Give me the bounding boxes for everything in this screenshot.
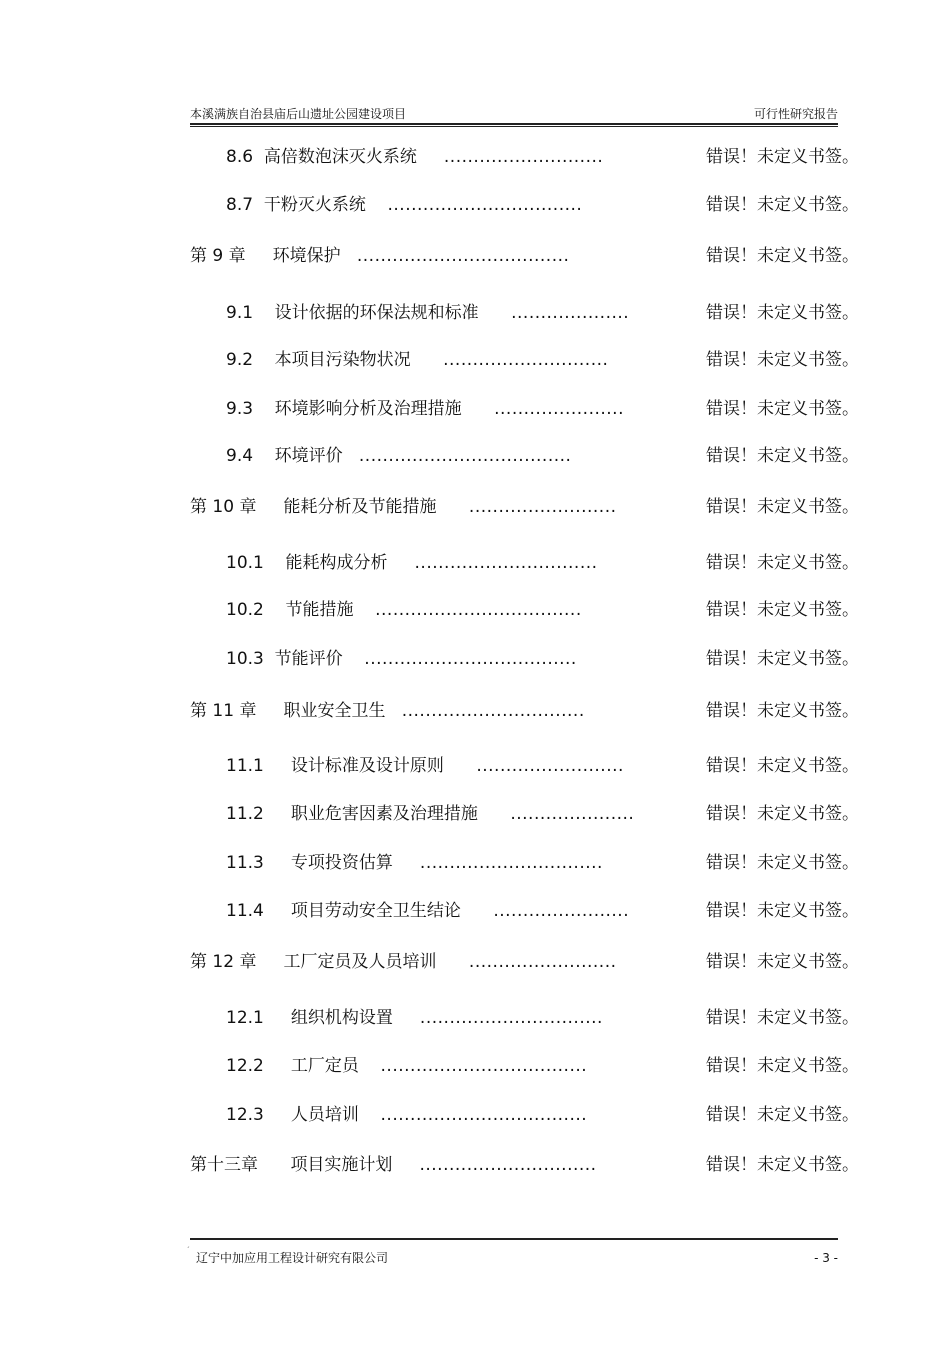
toc-entry[interactable] <box>226 647 577 671</box>
toc-entry[interactable] <box>226 754 624 778</box>
toc-page-ref: 错误！未定义书签。 <box>706 446 859 466</box>
toc-chapter-entry[interactable] <box>190 699 585 723</box>
toc-chapter-entry[interactable] <box>190 244 569 268</box>
toc-leader-dots: ........................... <box>443 147 604 167</box>
toc-title: 环境评价 <box>274 446 343 466</box>
toc-title: 组织机构设置 <box>290 1008 393 1028</box>
toc-title: 能耗构成分析 <box>285 553 388 573</box>
toc-number: 11.1 <box>226 756 264 776</box>
toc-page-ref: 错误！未定义书签。 <box>706 147 859 167</box>
toc-entry[interactable] <box>226 444 571 468</box>
toc-leader-dots: ................................... <box>375 600 582 620</box>
toc-number: 10.3 <box>226 649 264 669</box>
toc-entry[interactable] <box>226 598 582 622</box>
toc-page-ref: 错误！未定义书签。 <box>706 1008 859 1028</box>
header-project-title: 本溪满族自治县庙后山遗址公园建设项目 <box>190 107 407 121</box>
toc-number: 8.7 <box>226 195 254 215</box>
toc-title: 能耗分析及节能措施 <box>283 497 437 517</box>
toc-leader-dots: ............................... <box>414 553 598 573</box>
toc-title: 设计标准及设计原则 <box>290 756 444 776</box>
toc-entry[interactable] <box>226 551 598 575</box>
toc-number: 11.4 <box>226 901 264 921</box>
toc-page-ref: 错误！未定义书签。 <box>706 804 859 824</box>
toc-chapter-entry[interactable] <box>190 950 617 974</box>
toc-page-ref: 错误！未定义书签。 <box>706 1155 859 1175</box>
toc-leader-dots: .................................... <box>356 246 570 266</box>
toc-leader-dots: .................................... <box>358 446 572 466</box>
toc-page-ref: 错误！未定义书签。 <box>706 303 859 323</box>
toc-title: 工厂定员及人员培训 <box>283 952 437 972</box>
toc-title: 高倍数泡沫灭火系统 <box>263 147 417 167</box>
toc-entry[interactable] <box>226 397 624 421</box>
toc-entry[interactable] <box>226 301 629 325</box>
toc-number: 12.2 <box>226 1056 264 1076</box>
toc-entry[interactable] <box>226 1006 603 1030</box>
toc-number: 8.6 <box>226 147 254 167</box>
toc-title: 干粉灭火系统 <box>263 195 366 215</box>
toc-page-ref: 错误！未定义书签。 <box>706 246 859 266</box>
toc-title: 设计依据的环保法规和标准 <box>274 303 479 323</box>
toc-number: 10.2 <box>226 600 264 620</box>
toc-page-ref: 错误！未定义书签。 <box>706 756 859 776</box>
toc-page-ref: 错误！未定义书签。 <box>706 901 859 921</box>
toc-number: 第 11 章 <box>190 701 257 721</box>
toc-page-ref: 错误！未定义书签。 <box>706 195 859 215</box>
toc-entry[interactable] <box>226 348 608 372</box>
toc-page-ref: 错误！未定义书签。 <box>706 649 859 669</box>
toc-entry[interactable] <box>226 145 603 169</box>
toc-title: 人员培训 <box>290 1105 359 1125</box>
footer-page-number: - 3 - <box>814 1251 838 1265</box>
toc-leader-dots: .................................... <box>364 649 577 669</box>
toc-leader-dots: ................................. <box>387 195 583 215</box>
toc-title: 职业危害因素及治理措施 <box>290 804 478 824</box>
toc-chapter-entry[interactable] <box>190 1153 597 1177</box>
toc-number: 第十三章 <box>190 1155 258 1175</box>
toc-entry[interactable] <box>226 1103 587 1127</box>
toc-entry[interactable] <box>226 193 582 217</box>
footer-rule <box>190 1238 838 1240</box>
toc-leader-dots: ............................... <box>401 701 585 721</box>
toc-chapter-entry[interactable] <box>190 495 617 519</box>
toc-page-ref: 错误！未定义书签。 <box>706 1105 859 1125</box>
toc-entry[interactable] <box>226 851 603 875</box>
footer-mark: ˊ <box>186 1246 190 1255</box>
toc-page-ref: 错误！未定义书签。 <box>706 553 859 573</box>
toc-leader-dots: ......................... <box>468 952 617 972</box>
toc-leader-dots: ...................... <box>494 399 624 419</box>
toc-entry[interactable] <box>226 1054 587 1078</box>
toc-leader-dots: ....................... <box>493 901 630 921</box>
toc-leader-dots: ......................... <box>468 497 617 517</box>
toc-page-ref: 错误！未定义书签。 <box>706 853 859 873</box>
toc-page-ref: 错误！未定义书签。 <box>706 399 859 419</box>
toc-number: 11.2 <box>226 804 264 824</box>
toc-number: 12.3 <box>226 1105 264 1125</box>
toc-leader-dots: ............................... <box>419 1008 603 1028</box>
toc-number: 12.1 <box>226 1008 264 1028</box>
toc-title: 工厂定员 <box>290 1056 359 1076</box>
toc-page-ref: 错误！未定义书签。 <box>706 1056 859 1076</box>
toc-number: 9.4 <box>226 446 254 466</box>
toc-leader-dots: .............................. <box>419 1155 597 1175</box>
toc-number: 第 12 章 <box>190 952 257 972</box>
toc-number: 第 10 章 <box>190 497 257 517</box>
toc-leader-dots: ..................... <box>510 804 635 824</box>
toc-number: 10.1 <box>226 553 264 573</box>
toc-page-ref: 错误！未定义书签。 <box>706 497 859 517</box>
toc-page-ref: 错误！未定义书签。 <box>706 952 859 972</box>
page-footer <box>190 1250 838 1266</box>
footer-company: 辽宁中加应用工程设计研究有限公司 <box>196 1251 389 1265</box>
toc-title: 项目实施计划 <box>290 1155 393 1175</box>
toc-title: 环境保护 <box>272 246 341 266</box>
toc-page-ref: 错误！未定义书签。 <box>706 701 859 721</box>
toc-leader-dots: .................... <box>511 303 630 323</box>
header-report-type: 可行性研究报告 <box>753 107 838 121</box>
toc-leader-dots: ................................... <box>380 1056 588 1076</box>
toc-title: 节能措施 <box>285 600 354 620</box>
toc-title: 本项目污染物状况 <box>274 350 411 370</box>
toc-number: 11.3 <box>226 853 264 873</box>
toc-leader-dots: ............................... <box>419 853 603 873</box>
toc-title: 职业安全卫生 <box>283 701 386 721</box>
toc-number: 9.3 <box>226 399 254 419</box>
toc-leader-dots: ................................... <box>380 1105 588 1125</box>
toc-number: 9.1 <box>226 303 254 323</box>
toc-number: 第 9 章 <box>190 246 246 266</box>
toc-leader-dots: ............................ <box>443 350 609 370</box>
toc-entry[interactable] <box>226 802 634 826</box>
toc-page-ref: 错误！未定义书签。 <box>706 600 859 620</box>
toc-title: 环境影响分析及治理措施 <box>274 399 462 419</box>
toc-title: 专项投资估算 <box>290 853 393 873</box>
toc-entry[interactable] <box>226 899 629 923</box>
toc-title: 项目劳动安全卫生结论 <box>290 901 461 921</box>
toc-number: 9.2 <box>226 350 254 370</box>
toc-leader-dots: ......................... <box>476 756 624 776</box>
toc-page-ref: 错误！未定义书签。 <box>706 350 859 370</box>
toc-title: 节能评价 <box>274 649 343 669</box>
